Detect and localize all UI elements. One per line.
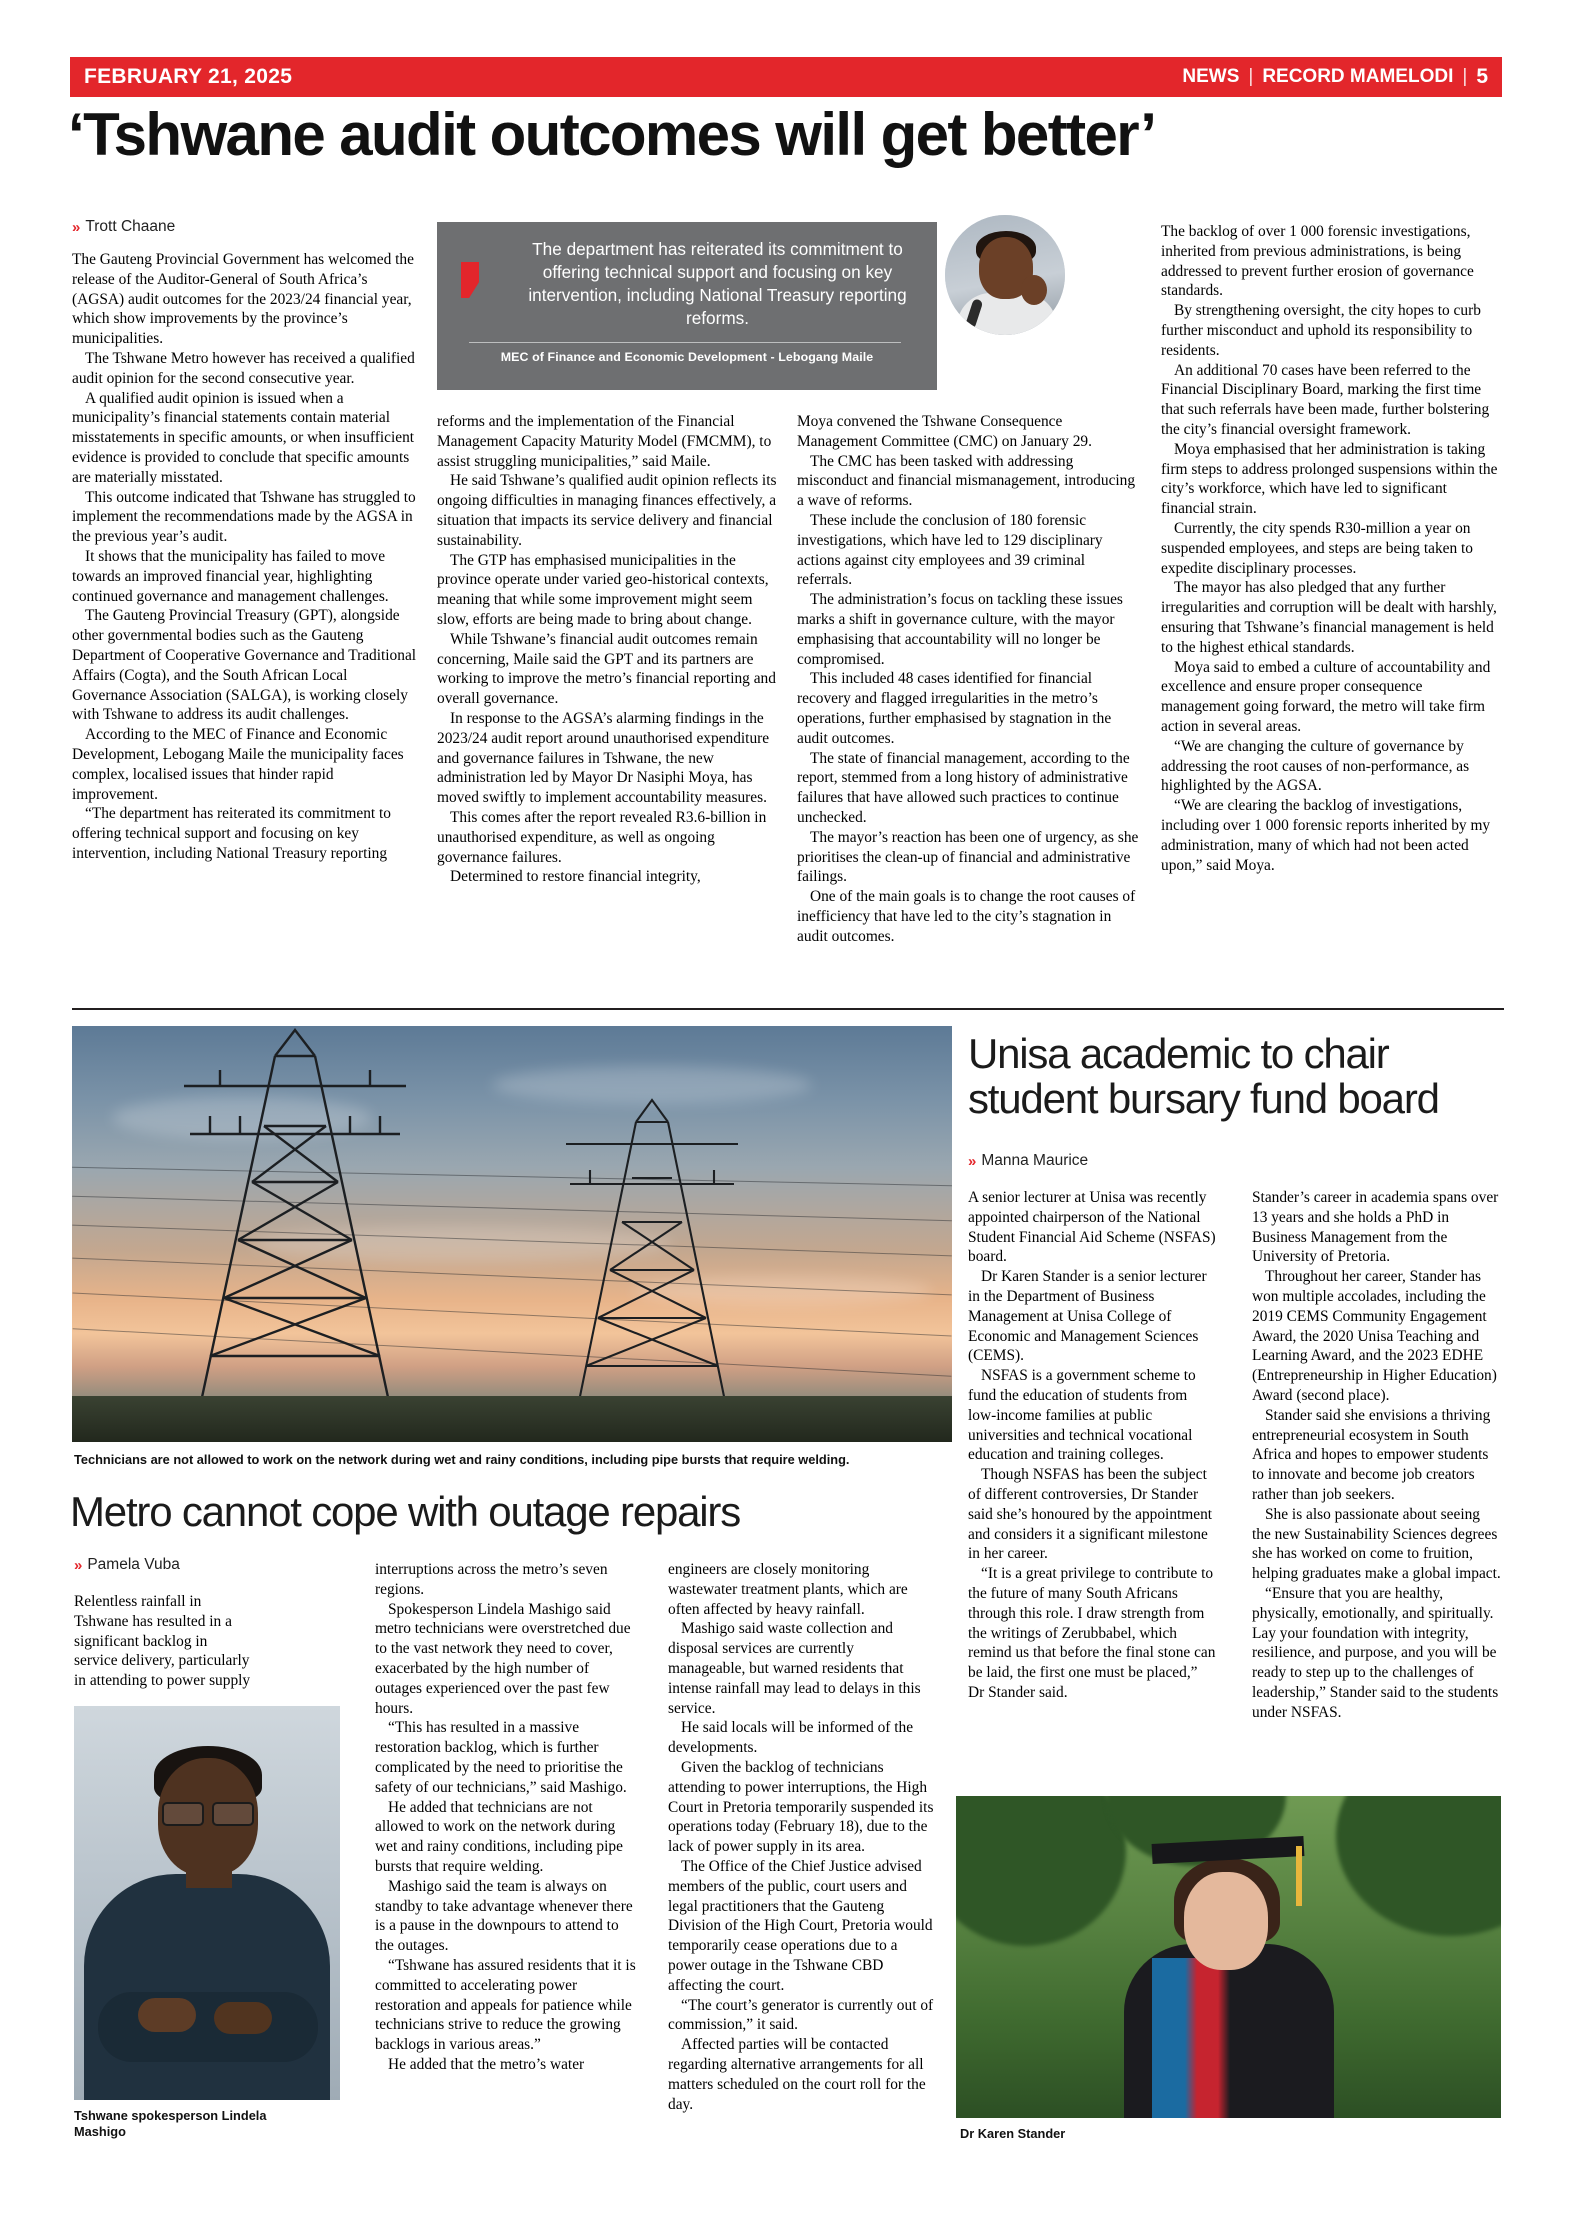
paragraph: A qualified audit opinion is issued when a municipality’s financial statements contain material misstatements in specific amounts, or when insufficient evidence is provided to conclude that specific amounts are materially misstated.	[72, 389, 415, 486]
lindela-mashigo-photo	[74, 1706, 340, 2100]
paragraph: One of the main goals is to change the root causes of inefficiency that have led to the city’s stagnation in audit outcomes.	[797, 888, 1136, 945]
paragraph: In response to the AGSA’s alarming findings in the 2023/24 audit report around unauthorised expenditure and governance failures in Tshwane, the new administration led by Mayor Dr Nasiphi Moya, has moved swiftly to implement accountability measures.	[437, 709, 770, 807]
lead-byline-name: Trott Chaane	[85, 218, 176, 235]
lead-headline: ‘Tshwane audit outcomes will get better’	[68, 101, 1156, 168]
outage-column-1	[74, 1592, 254, 1691]
byline-marker-icon-2: »	[968, 1152, 975, 1170]
paragraph: A senior lecturer at Unisa was recently appointed chairperson of the National Student Financial Aid Scheme (NSFAS) board.	[968, 1189, 1216, 1266]
lead-column-4	[1161, 222, 1503, 875]
paragraph: “This has resulted in a massive restoration backlog, which is further complicated by the need to prioritise the safety of our technicians,” said Mashigo.	[375, 1719, 627, 1796]
masthead-right	[1182, 65, 1488, 89]
pullquote-text: The department has reiterated its commitment to offering technical support and focusing on key intervention, including National Treasury reporting reforms.	[528, 239, 907, 328]
lindela-photo-caption: Tshwane spokesperson Lindela Mashigo	[74, 2108, 267, 2140]
pullquote-box	[437, 222, 937, 390]
paragraph: Determined to restore financial integrity,	[450, 868, 701, 886]
paragraph: Throughout her career, Stander has won multiple accolades, including the 2019 CEMS Community Engagement Award, the 2020 Unisa Teaching and Learning Award, and the 2023 EDHE (Entrepreneurship in Higher Education) Award (second place).	[1252, 1268, 1497, 1404]
paragraph: engineers are closely monitoring wastewater treatment plants, which are often affected by heavy rainfall.	[668, 1561, 908, 1618]
paragraph: The GTP has emphasised municipalities in the province operate under varied geo-historical contexts, meaning that while some improvement might seem slow, efforts are being made to bring about change.	[437, 551, 769, 628]
paragraph: He said Tshwane’s qualified audit opinion reflects its ongoing difficulties in managing finances effectively, a situation that impacts its service delivery and financial sustainability.	[437, 472, 777, 549]
byline-marker-icon-3: »	[74, 1556, 81, 1574]
masthead-bar	[70, 57, 1502, 97]
bursary-column-2	[1252, 1188, 1502, 1723]
paragraph: According to the MEC of Finance and Economic Development, Lebogang Maile the municipality faces complex, localised issues that hinder rapid improvement.	[72, 726, 404, 803]
paragraph: Relentless rainfall in Tshwane has resulted in a significant backlog in service delivery, particularly in attending to power supply	[74, 1593, 251, 1690]
paragraph: Mashigo said the team is always on standby to take advantage whenever there is a pause in the downpours to attend to the outages.	[375, 1877, 633, 1955]
paragraph: The Office of the Chief Justice advised members of the public, court users and legal practitioners that the Gauteng Division of the High Court, Pretoria would temporarily cease operations due to a power outage in the Tshwane CBD affecting the court.	[668, 1857, 933, 1994]
paragraph: “We are changing the culture of governance by addressing the root causes of non-performance, as highlighted by the AGSA.	[1161, 737, 1470, 795]
paragraph: While Tshwane’s financial audit outcomes remain concerning, Maile said the GPT and its partners are working to improve the metro’s financial reporting and overall governance.	[437, 630, 776, 708]
karen-photo-caption: Dr Karen Stander	[960, 2126, 1066, 2141]
paragraph: Moya emphasised that her administration is taking firm steps to address prolonged suspensions within the city’s workforce, which have led to significant financial strain.	[1161, 440, 1498, 518]
paragraph: reforms and the implementation of the Financial Management Capacity Maturity Model (FMCMM), to assist struggling municipalities,” said Maile.	[437, 413, 772, 470]
paragraph: Currently, the city spends R30-million a year on suspended employees, and steps are being taken to expedite disciplinary processes.	[1161, 519, 1473, 577]
transmission-tower-icon-2	[562, 1086, 742, 1416]
paragraph: “It is a great privilege to contribute to the future of many South Africans through this role. I draw strength from the writings of Zerubbabel, which remind us that before the final stone can be laid, the first one must be placed,” Dr Stander said.	[968, 1565, 1216, 1701]
pullquote-divider	[469, 342, 901, 343]
paragraph: Dr Karen Stander is a senior lecturer in the Department of Business Management at Unisa College of Economic and Management Sciences (CEMS).	[968, 1268, 1207, 1365]
karen-stander-photo	[956, 1796, 1501, 2118]
power-pylon-photo	[72, 1026, 952, 1442]
paragraph: interruptions across the metro’s seven regions.	[375, 1561, 608, 1598]
paragraph: The backlog of over 1 000 forensic investigations, inherited from previous administrations, is being addressed to prevent further erosion of governance standards.	[1161, 223, 1474, 300]
paragraph: He said locals will be informed of the developments.	[668, 1719, 914, 1757]
pylon-photo-caption: Technicians are not allowed to work on the network during wet and rainy conditions, including pipe bursts that require welding.	[74, 1452, 850, 1467]
paragraph: An additional 70 cases have been referred to the Financial Disciplinary Board, marking the first time that such referrals have been made, further bolstering the city’s financial oversight framework.	[1161, 361, 1490, 438]
paragraph: This outcome indicated that Tshwane has struggled to implement the recommendations made by the AGSA in the previous year’s audit.	[72, 488, 416, 546]
paragraph: By strengthening oversight, the city hopes to curb further misconduct and uphold its responsibility to residents.	[1161, 302, 1481, 359]
outage-byline-name: Pamela Vuba	[87, 1556, 180, 1573]
bursary-column-1	[968, 1188, 1216, 1703]
byline-marker-icon: »	[72, 218, 79, 236]
paragraph: Moya said to embed a culture of accountability and excellence and ensure proper consequence management going forward, the metro will take firm action in several areas.	[1161, 658, 1491, 735]
bursary-headline	[968, 1032, 1508, 1121]
paragraph: Though NSFAS has been the subject of different controversies, Dr Stander said she’s honoured by the appointment and considers it a significant milestone in her career.	[968, 1466, 1213, 1563]
paragraph: “We are clearing the backlog of investigations, including over 1 000 forensic reports inherited by my administration, many of which had not been acted upon,” said Moya.	[1161, 797, 1491, 874]
bursary-headline-line2: student bursary fund board	[968, 1074, 1439, 1122]
masthead-separator-1: |	[1248, 66, 1254, 87]
outage-column-2	[375, 1560, 639, 2075]
paragraph: Moya convened the Tshwane Consequence Management Committee (CMC) on January 29.	[797, 413, 1092, 450]
paragraph: This included 48 cases identified for financial recovery and flagged irregularities in the metro’s operations, further emphasised by stagnation in the audit outcomes.	[797, 670, 1112, 747]
lead-byline	[72, 218, 175, 236]
paragraph: Given the backlog of technicians attending to power interruptions, the High Court in Pretoria temporarily suspended its operations today (February 18), due to the lack of power supply in its area.	[668, 1758, 934, 1856]
paragraph: “Tshwane has assured residents that it is committed to accelerating power restoration and appeals for patience while technicians strive to reduce the growing backlogs in various areas.”	[375, 1956, 636, 2054]
masthead-section: NEWS	[1182, 66, 1240, 87]
pullquote-attribution: MEC of Finance and Economic Development - Lebogang Maile	[500, 350, 874, 364]
paragraph: She is also passionate about seeing the new Sustainability Sciences degrees she has worked on come to fruition, helping graduates make a global impact.	[1252, 1505, 1501, 1583]
paragraph: Spokesperson Lindela Mashigo said metro technicians were overstretched due to the vast network they need to cover, exacerbated by the high number of outages experienced over the past few hours.	[375, 1600, 631, 1717]
paragraph: “The department has reiterated its commitment to offering technical support and focusing on key intervention, including National Treasury reporting	[72, 805, 391, 862]
paragraph: “The court’s generator is currently out of commission,” it said.	[668, 1996, 934, 2034]
lead-column-3	[797, 412, 1139, 947]
bursary-byline-name: Manna Maurice	[981, 1152, 1089, 1169]
section-divider-1	[72, 1008, 1504, 1010]
paragraph: The state of financial management, according to the report, stemmed from a long history of administrative failures that have allowed such practices to continue unchecked.	[797, 749, 1130, 826]
bursary-byline	[968, 1152, 1088, 1170]
mec-portrait-photo	[945, 215, 1065, 335]
outage-column-3	[668, 1560, 934, 2114]
lead-column-2	[437, 412, 777, 887]
quotation-mark-icon	[459, 258, 503, 302]
paragraph: Stander said she envisions a thriving entrepreneurial ecosystem in South Africa and hopes to empower students to innovate and become job creators rather than job seekers.	[1252, 1406, 1491, 1503]
paragraph: He added that technicians are not allowed to work on the network during wet and rainy conditions, including pipe bursts that require welding.	[375, 1798, 623, 1875]
paragraph: Mashigo said waste collection and disposal services are currently manageable, but warned residents that intense rainfall may lead to delays in this service.	[668, 1620, 921, 1717]
paragraph: NSFAS is a government scheme to fund the education of students from low-income families at public universities and technical vocational education and training colleges.	[968, 1367, 1196, 1464]
lead-column-1	[72, 250, 417, 864]
paragraph: The Tshwane Metro however has received a qualified audit opinion for the second consecutive year.	[72, 349, 415, 387]
paragraph: He added that the metro’s water	[388, 2055, 585, 2073]
outage-byline	[74, 1556, 180, 1574]
outage-headline: Metro cannot cope with outage repairs	[70, 1488, 741, 1535]
transmission-tower-icon	[180, 1026, 410, 1416]
paragraph: The mayor’s reaction has been one of urgency, as she prioritises the clean-up of financial and administrative failings.	[797, 828, 1139, 886]
paragraph: The CMC has been tasked with addressing misconduct and financial mismanagement, introducing a wave of reforms.	[797, 452, 1136, 510]
paragraph: The administration’s focus on tackling these issues marks a shift in governance culture, with the mayor emphasising that accountability will no longer be compromised.	[797, 591, 1123, 668]
paragraph: This comes after the report revealed R3.6-billion in unauthorised expenditure, as well as ongoing governance failures.	[437, 808, 767, 866]
paragraph: The mayor has also pledged that any further irregularities and corruption will be dealt with harshly, ensuring that Tshwane’s financial management is held to the highest ethical standards.	[1161, 579, 1497, 656]
paragraph: Stander’s career in academia spans over 13 years and she holds a PhD in Business Management from the University of Pretoria.	[1252, 1189, 1499, 1266]
paragraph: The Gauteng Provincial Government has welcomed the release of the Auditor-General of South Africa’s (AGSA) audit outcomes for the 2023/24 financial year, which show improvements by the province’s municipalities.	[72, 251, 414, 348]
paragraph: The Gauteng Provincial Treasury (GPT), alongside other governmental bodies such as the Gauteng Department of Cooperative Governance and Traditional Affairs (Cogta), and the South African Local Governance Association (SALGA), is working closely with Tshwane to address its audit challenges.	[72, 607, 417, 724]
masthead-page-number: 5	[1476, 65, 1488, 88]
paragraph: It shows that the municipality has failed to move towards an improved financial year, highlighting continued governance and management challenges.	[72, 547, 389, 605]
masthead-separator-2: |	[1462, 66, 1468, 87]
paragraph: “Ensure that you are healthy, physically, emotionally, and spiritually. Lay your foundation with integrity, resilience, and purpose, and you will be ready to step up to the challenges of leadership,” Stander said to the students under NSFAS.	[1252, 1584, 1499, 1721]
paragraph: Affected parties will be contacted regarding alternative arrangements for all matters scheduled on the court roll for the day.	[668, 2036, 926, 2113]
masthead-publication: RECORD MAMELODI	[1262, 66, 1454, 87]
masthead-date: FEBRUARY 21, 2025	[84, 65, 293, 88]
bursary-headline-line1: Unisa academic to chair	[968, 1030, 1389, 1077]
paragraph: These include the conclusion of 180 forensic investigations, which have led to 129 disciplinary actions against city employees and 39 criminal referrals.	[797, 511, 1103, 589]
